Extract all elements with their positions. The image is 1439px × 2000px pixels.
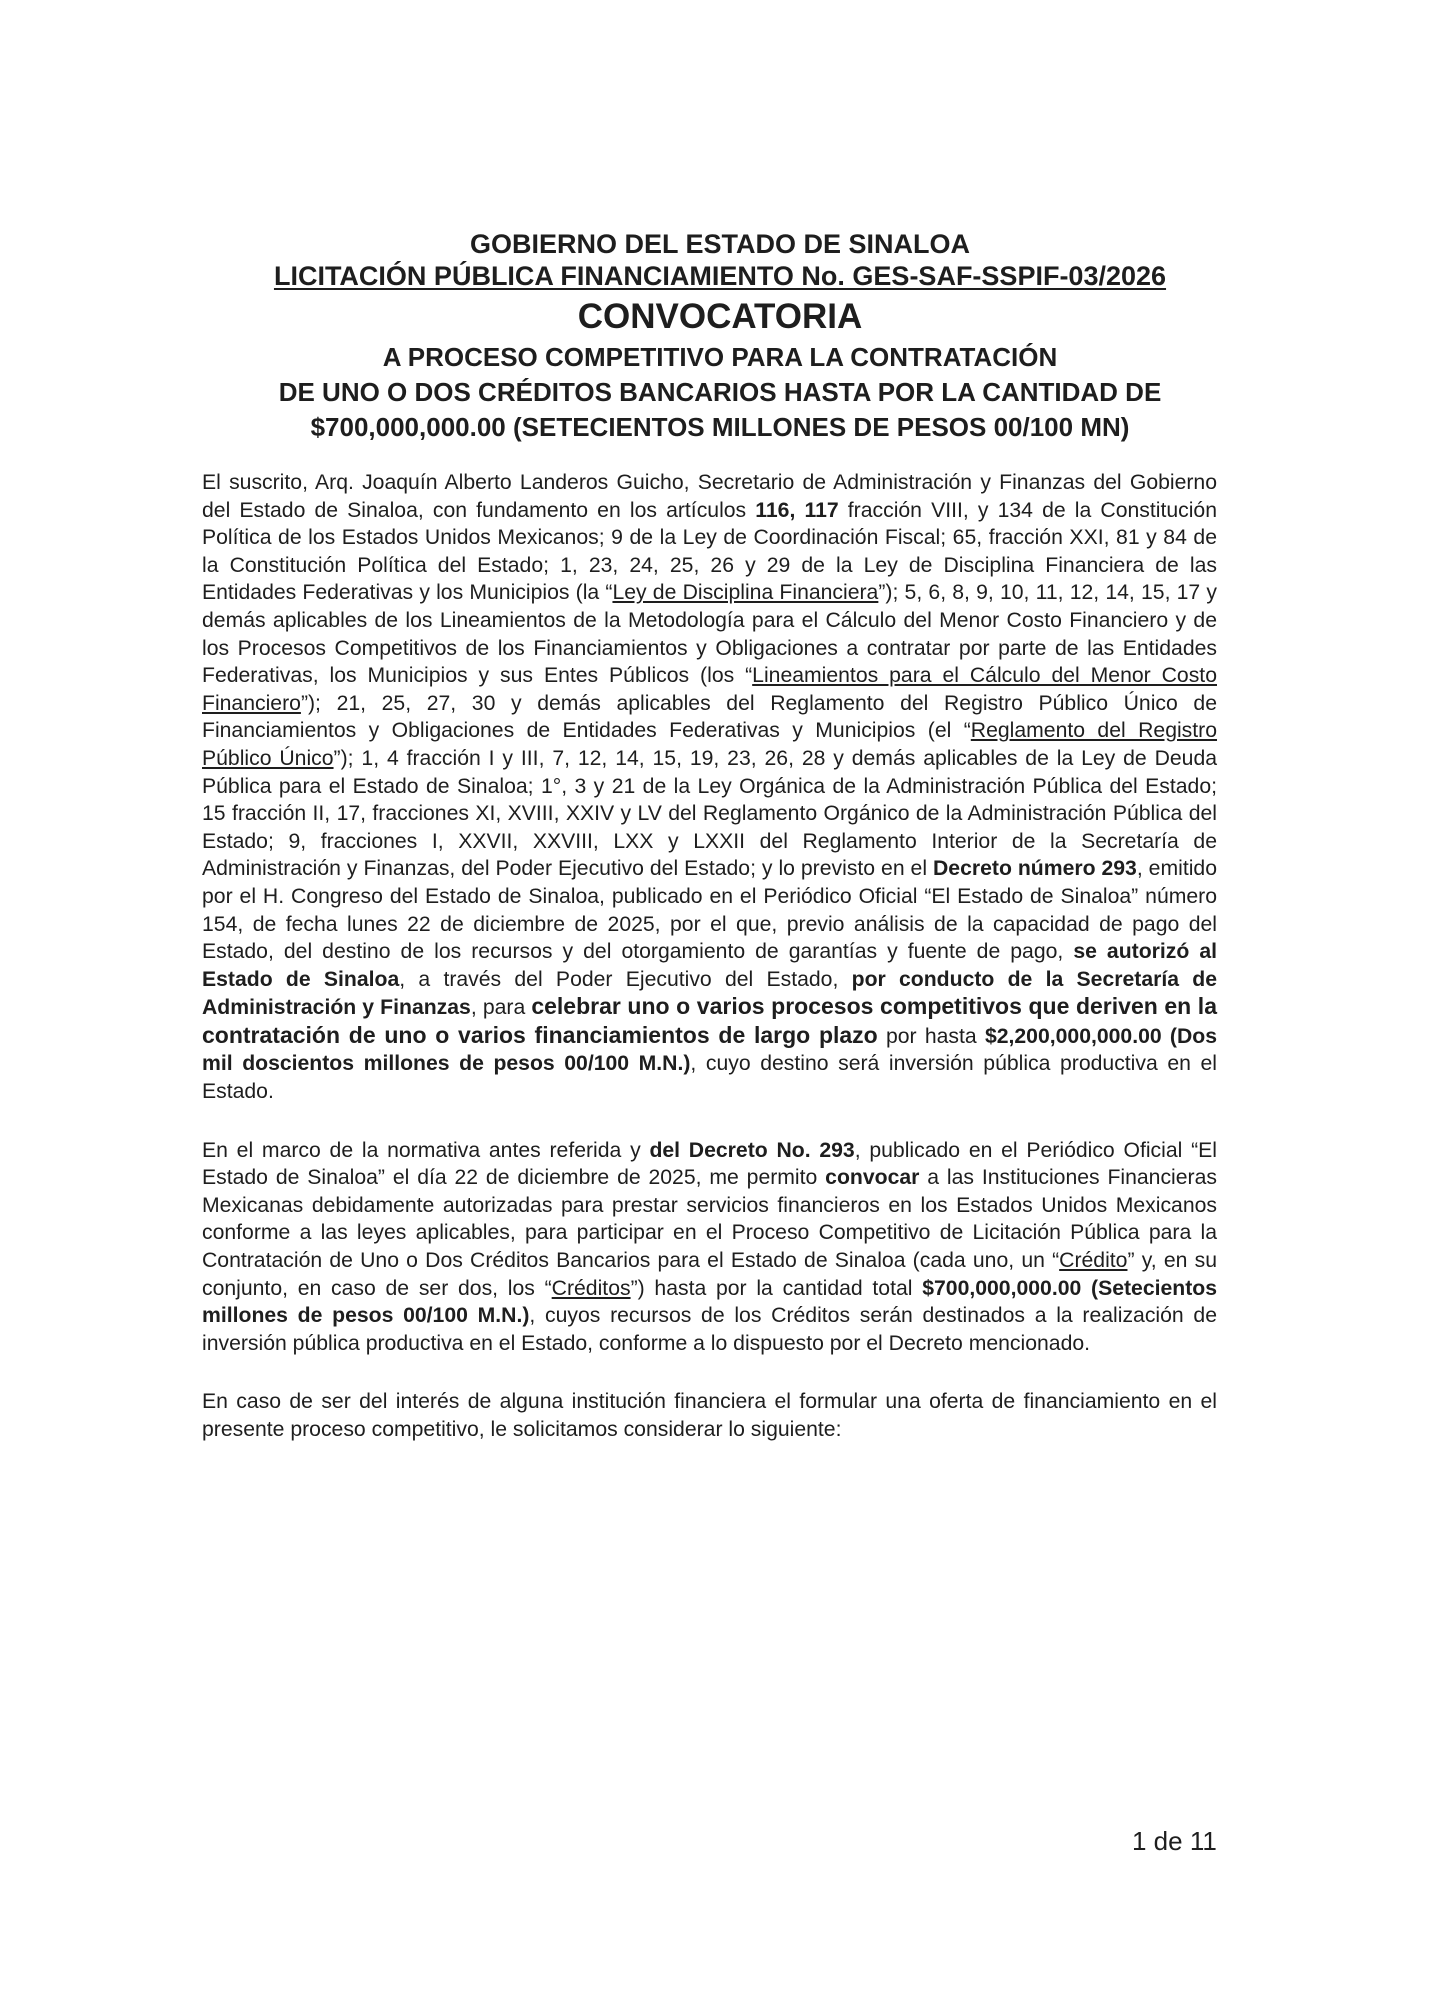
text-run: ” y, en su conjunto, en caso de ser dos, los “ [202, 1249, 1217, 1300]
text-run: , a través del Poder Ejecutivo del Estado, [399, 967, 852, 991]
document-body [202, 469, 1217, 1475]
header-government: GOBIERNO DEL ESTADO DE SINALOA [469, 229, 971, 259]
bold-run: $2,200,000,000.00 (Dos mil doscientos millones de pesos 00/100 M.N.) [202, 1024, 1217, 1076]
bold-run: del Decreto No. 293 [649, 1138, 855, 1162]
bold-run: $700,000,000.00 (Setecientos millones de pesos 00/100 M.N.) [202, 1276, 1218, 1328]
text-run: ”) hasta por la cantidad total [630, 1276, 923, 1300]
text-run: ”); 21, 25, 27, 30 y demás aplicables del Reglamento del Registro Público Único de Financiamientos y Obligaciones de Entidades Federativas y Municipios (el “ [202, 691, 1217, 743]
header-subtitle-line-3: $700,000,000.00 (SETECIENTOS MILLONES DE PESOS 00/100 MN) [310, 412, 1130, 442]
defined-term: Créditos [551, 1276, 631, 1300]
text-run: , publicado en el Periódico Oficial “El Estado de Sinaloa” el día 22 de diciembre de 2025, me permito [202, 1138, 1217, 1190]
page-number: 1 de 11 [1132, 1826, 1217, 1856]
text-run: En el marco de la normativa antes referida y [202, 1138, 650, 1162]
bold-run: Decreto número 293 [933, 857, 1137, 881]
text-run: , cuyos recursos de los Créditos serán destinados a la realización de inversión pública productiva en el Estado, conforme a lo dispuesto por el Decreto mencionado. [202, 1304, 1217, 1355]
text-run: por hasta [877, 1024, 985, 1048]
paragraph-instructions [202, 1388, 1217, 1443]
defined-term: Ley de Disciplina Financiera [612, 581, 879, 605]
bold-run: celebrar uno o varios procesos competitivos que deriven en la contratación de uno o varios financiamientos de largo plazo [202, 993, 1217, 1048]
text-run: , cuyo destino será inversión pública productiva en el Estado. [202, 1052, 1217, 1104]
text-run: ”); 1, 4 fracción I y III, 7, 12, 14, 15, 19, 23, 26, 28 y demás aplicables de la Ley de Deuda Pública para el Estado de Sinaloa; 1°, 3 y 21 de la Ley Orgánica de la Administración Pública del Estado; 15 fracción II, 17, fracciones XI, XVIII, XXIV y LV del Reglamento Orgánico de la Administración Pública del Estado; 9, fracciones I, XXVII, XXVIII, LXX y LXXII del Reglamento Interior de la Secretaría de Administración y Finanzas, del Poder Ejecutivo del Estado; y lo previsto en el [202, 746, 1218, 881]
text-run: fracción VIII, y 134 de la Constitución Política de los Estados Unidos Mexicanos; 9 de la Ley de Coordinación Fiscal; 65, fracción XXI, 81 y 84 de la Constitución Política del Estado; 1, 23, 24, 25, 26 y 29 de la Ley de Disciplina Financiera de las Entidades Federativas y los Municipios (la “ [202, 498, 1217, 605]
paragraph-legal-basis [202, 469, 1217, 1106]
defined-term: Crédito [1059, 1249, 1128, 1273]
text-run: El suscrito, Arq. Joaquín Alberto Landeros Guicho, Secretario de Administración y Finanzas del Gobierno del Estado de Sinaloa, con fundamento en los artículos [202, 471, 1217, 522]
bold-run: 116, 117 [755, 498, 839, 522]
text-run: En caso de ser del interés de alguna institución financiera el formular una oferta de financiamiento en el presente proceso competitivo, le solicitamos considerar lo siguiente: [202, 1390, 1217, 1441]
header-subtitle-line-1: A PROCESO COMPETITIVO PARA LA CONTRATACIÓN [382, 342, 1058, 372]
text-run: ”); 5, 6, 8, 9, 10, 11, 12, 14, 15, 17 y demás aplicables de los Lineamientos de la Metodología para el Cálculo del Menor Costo Financiero y de los Procesos Competitivos de los Financiamientos y Obligaciones a contratar por parte de las Entidades Federativas, los Municipios y sus Entes Públicos (los “ [202, 581, 1217, 688]
document-header [150, 228, 1290, 445]
header-subtitle-line-2: DE UNO O DOS CRÉDITOS BANCARIOS HASTA POR LA CANTIDAD DE [278, 377, 1162, 407]
paragraph-call [202, 1137, 1217, 1358]
bold-run: convocar [825, 1166, 920, 1190]
defined-term: Lineamientos para el Cálculo del Menor Costo Financiero [202, 664, 1217, 715]
text-run: , emitido por el H. Congreso del Estado de Sinaloa, publicado en el Periódico Oficial “El Estado de Sinaloa” número 154, de fecha lunes 22 de diciembre de 2025, por el que, previo análisis de la capacidad de pago del Estado, del destino de los recursos y del otorgamiento de garantías y fuente de pago, [202, 857, 1217, 964]
defined-term: Reglamento del Registro Público Único [202, 719, 1218, 770]
text-run: a las Instituciones Financieras Mexicanas debidamente autorizadas para prestar servicios financieros en los Estados Unidos Mexicanos conforme a las leyes aplicables, para participar en el Proceso Competitivo de Licitación Pública para la Contratación de Uno o Dos Créditos Bancarios para el Estado de Sinaloa (cada uno, un “ [202, 1166, 1217, 1273]
header-convocatoria-title: CONVOCATORIA [577, 297, 863, 336]
header-tender-number: LICITACIÓN PÚBLICA FINANCIAMIENTO No. GES-SAF-SSPIF-03/2026 [273, 261, 1167, 291]
bold-run: por conducto de la Secretaría de Administración y Finanzas [202, 967, 1217, 1020]
bold-run: se autorizó al Estado de Sinaloa [202, 940, 1217, 991]
text-run: , para [470, 996, 532, 1020]
